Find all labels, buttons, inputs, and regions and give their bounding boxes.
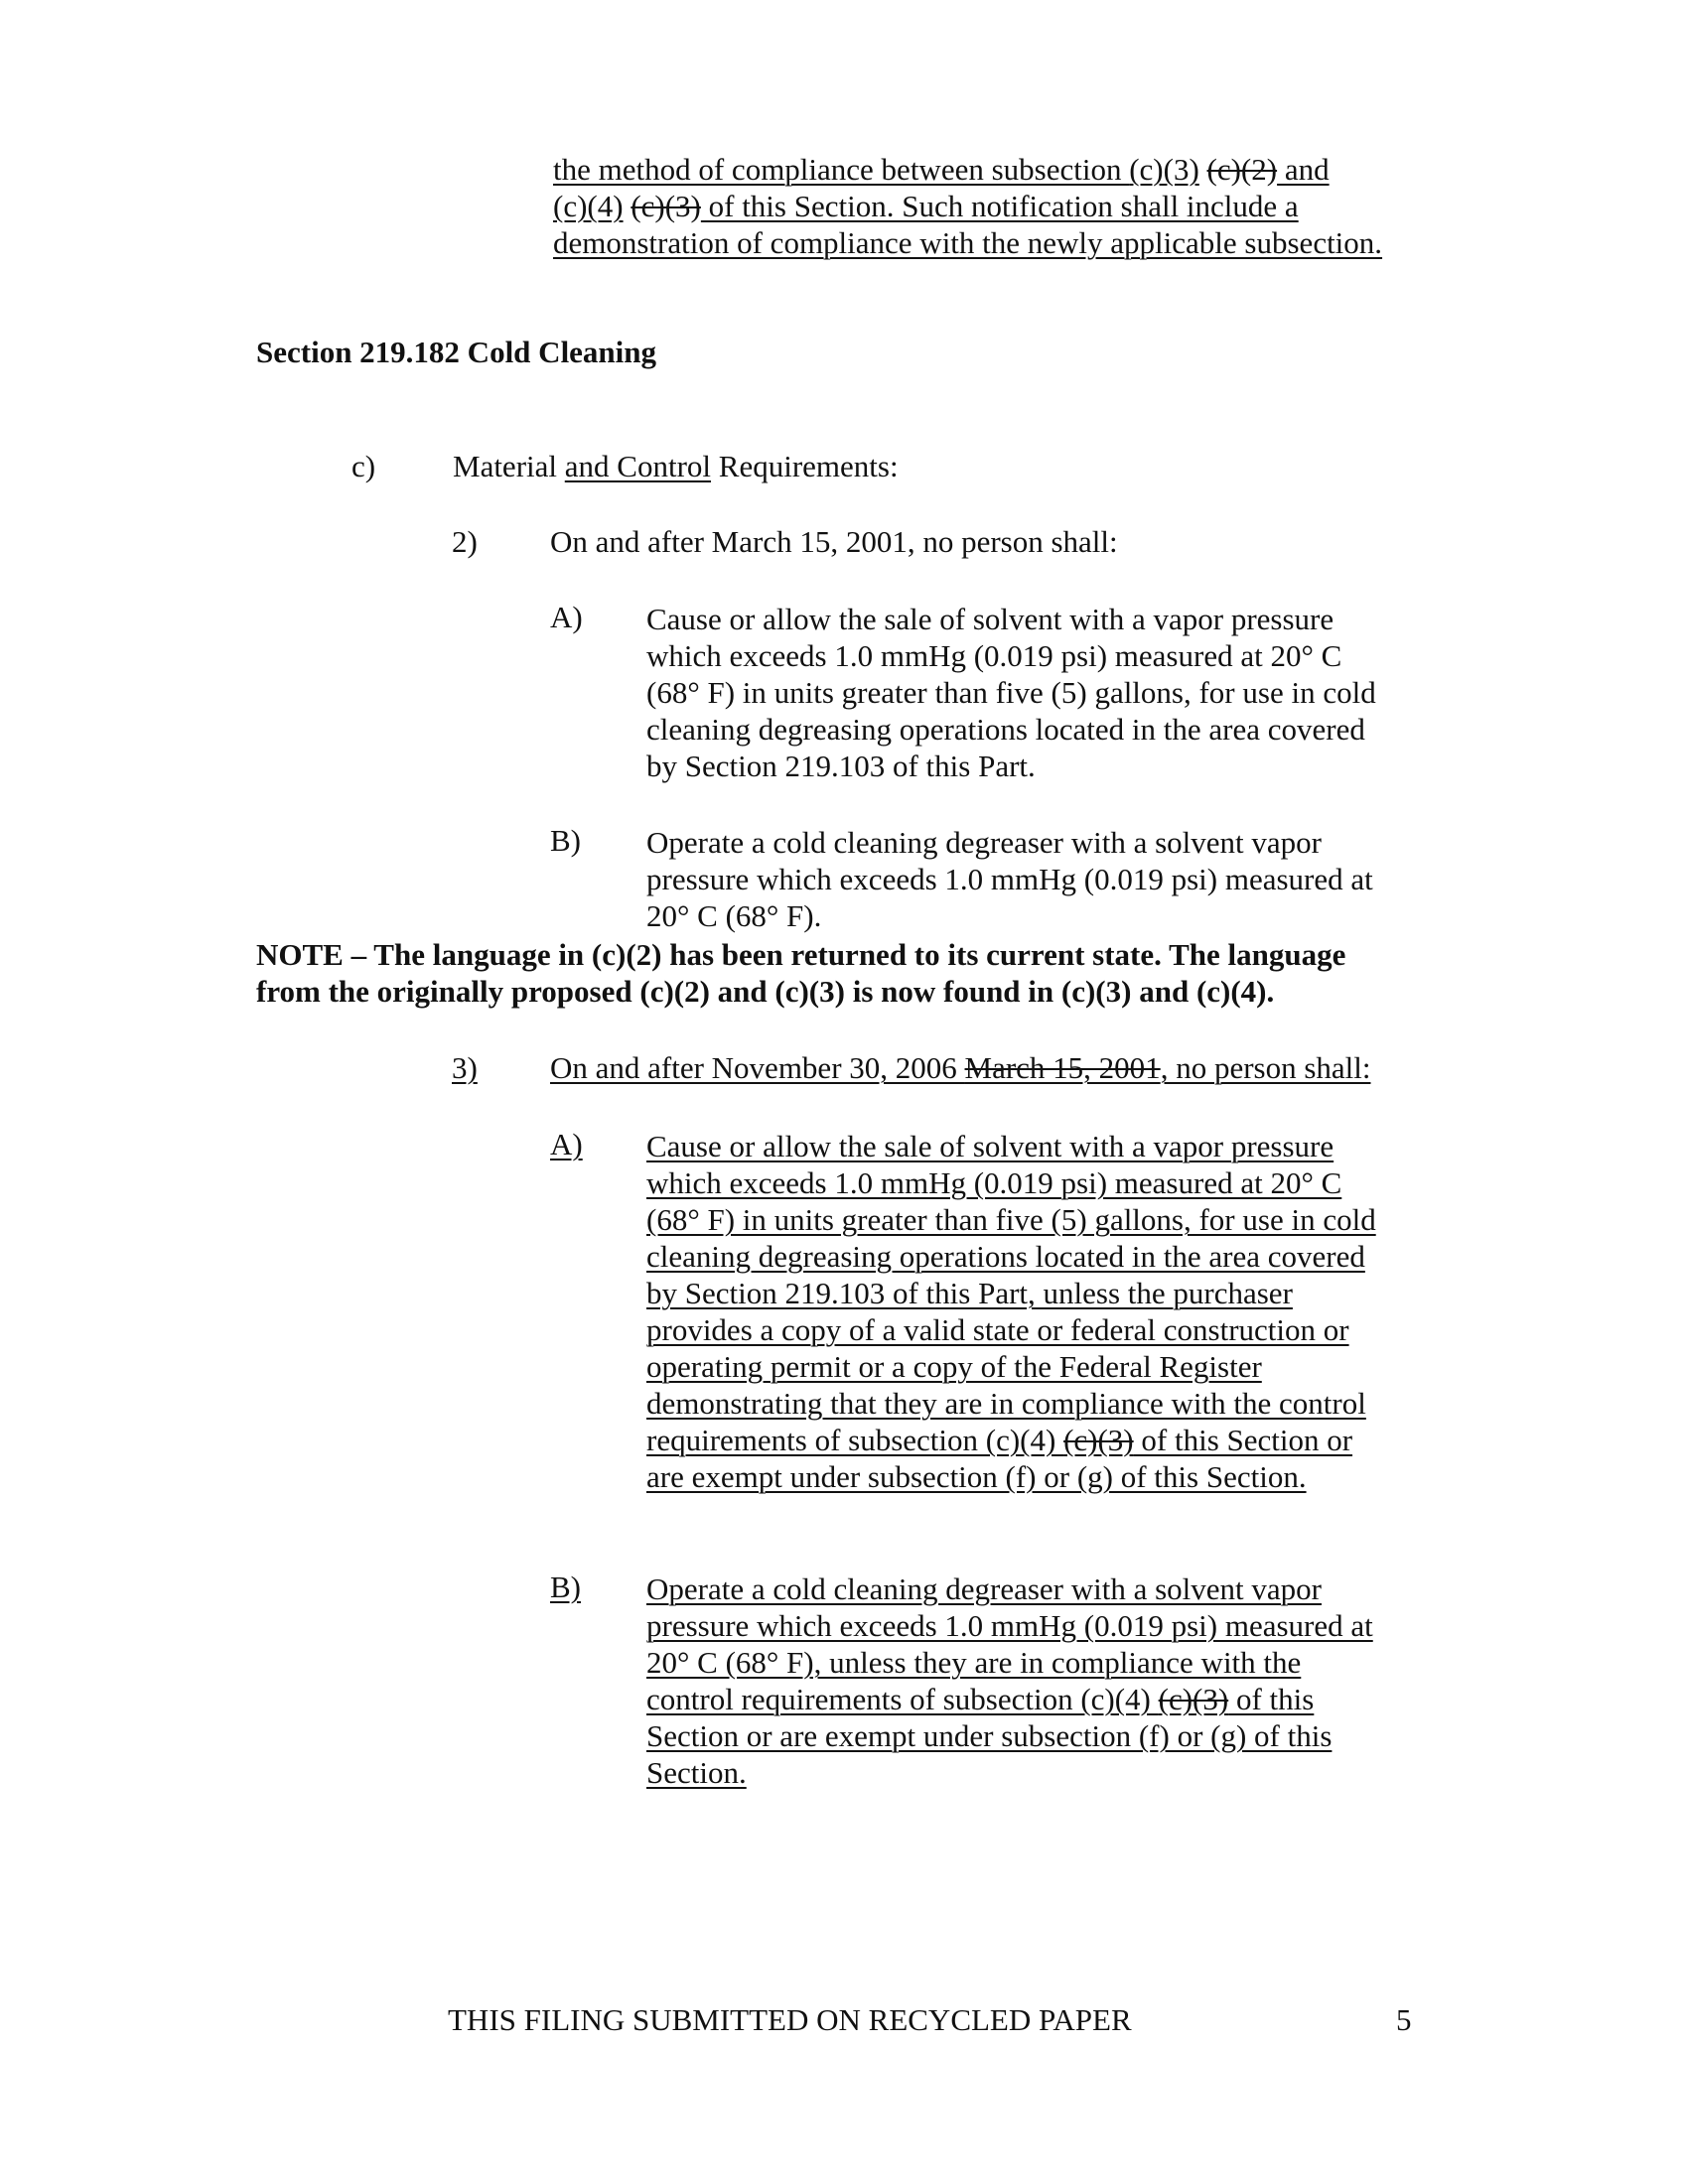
deleted-ref-c3: (c)(3) bbox=[631, 189, 701, 223]
note-line-1: NOTE – The language in (c)(2) has been returned to its current state. The language bbox=[256, 937, 1346, 972]
c3-A-deleted-ref: (c)(3) bbox=[1063, 1423, 1134, 1457]
c3-B-line: Operate a cold cleaning degreaser with a solvent vapor bbox=[646, 1571, 1322, 1606]
c3-B-line-5: Section or are exempt under subsection (f) or (g) of this bbox=[646, 1718, 1333, 1753]
c3-B-line4-b: of this bbox=[1228, 1682, 1315, 1716]
c2-A-paragraph bbox=[646, 601, 1639, 784]
c3-A-line: by Section 219.103 of this Part, unless the purchaser bbox=[646, 1276, 1293, 1310]
c2-A-line: (68° F) in units greater than five (5) gallons, for use in cold bbox=[646, 675, 1376, 710]
c-text-inserted: and Control bbox=[564, 449, 712, 483]
c3-A-line-10: are exempt under subsection (f) or (g) of this Section. bbox=[646, 1459, 1307, 1494]
c3-text-b: , no person shall: bbox=[1160, 1050, 1371, 1085]
c3-text bbox=[550, 1049, 1371, 1086]
c3-A-line: operating permit or a copy of the Federal Register bbox=[646, 1349, 1262, 1384]
inserted-ref-c4: (c)(4) bbox=[553, 189, 624, 223]
c2-A-line: Cause or allow the sale of solvent with a vapor pressure bbox=[646, 602, 1334, 636]
note-line-2: from the originally proposed (c)(2) and (c)(3) is now found in (c)(3) and (c)(4). bbox=[256, 974, 1275, 1009]
inserted-ref-c3: (c)(3) bbox=[1129, 152, 1199, 187]
c-text bbox=[453, 448, 899, 484]
c3-A-label: A) bbox=[550, 1127, 583, 1161]
c2-B-line: Operate a cold cleaning degreaser with a solvent vapor bbox=[646, 825, 1322, 860]
c3-B-label: B) bbox=[550, 1570, 581, 1604]
c-text-a: Material bbox=[453, 449, 565, 483]
c2-B-line: pressure which exceeds 1.0 mmHg (0.019 psi) measured at bbox=[646, 862, 1373, 896]
c-text-b: Requirements: bbox=[711, 449, 899, 483]
c3-B-line-4 bbox=[646, 1681, 1639, 1717]
c2-text: On and after March 15, 2001, no person shall: bbox=[550, 524, 1118, 559]
c2-A-line: cleaning degreasing operations located in the area covered bbox=[646, 712, 1365, 747]
c3-deleted-date: March 15, 2001 bbox=[964, 1050, 1161, 1085]
c2-B-label: B) bbox=[550, 823, 581, 858]
carryover-text-3: of this Section. Such notification shall include a bbox=[700, 189, 1299, 223]
c2-B-paragraph bbox=[646, 824, 1639, 934]
c3-A-line9-b: of this Section or bbox=[1133, 1423, 1353, 1457]
c3-A-line9-a: requirements of subsection (c)(4) bbox=[646, 1423, 1064, 1457]
carryover-line-3 bbox=[553, 224, 1546, 261]
c2-A-line: by Section 219.103 of this Part. bbox=[646, 749, 1036, 783]
c3-B-line: 20° C (68° F), unless they are in compliance with the bbox=[646, 1645, 1302, 1680]
c3-B-deleted-ref: (c)(3) bbox=[1158, 1682, 1229, 1716]
section-heading: Section 219.182 Cold Cleaning bbox=[256, 335, 657, 369]
c2-B-line: 20° C (68° F). bbox=[646, 898, 822, 933]
deleted-ref-c2: (c)(2) bbox=[1206, 152, 1278, 187]
c2-label: 2) bbox=[452, 524, 478, 559]
c-label: c) bbox=[351, 449, 376, 483]
footer-text: THIS FILING SUBMITTED ON RECYCLED PAPER bbox=[448, 2002, 1132, 2037]
c3-A-line-9 bbox=[646, 1422, 1639, 1458]
c3-A-line: cleaning degreasing operations located in the area covered bbox=[646, 1239, 1365, 1274]
carryover-line-2 bbox=[553, 188, 1546, 224]
c3-B-line-6: Section. bbox=[646, 1755, 747, 1790]
c3-B-line4-a: control requirements of subsection (c)(4) bbox=[646, 1682, 1159, 1716]
c2-A-line: which exceeds 1.0 mmHg (0.019 psi) measured at 20° C bbox=[646, 638, 1342, 673]
c2-A-label: A) bbox=[550, 600, 583, 634]
c3-A-paragraph bbox=[646, 1128, 1639, 1495]
page-number: 5 bbox=[1396, 2002, 1412, 2037]
c3-B-line: pressure which exceeds 1.0 mmHg (0.019 psi) measured at bbox=[646, 1608, 1373, 1643]
c3-A-line: which exceeds 1.0 mmHg (0.019 psi) measured at 20° C bbox=[646, 1165, 1342, 1200]
c3-A-line: (68° F) in units greater than five (5) gallons, for use in cold bbox=[646, 1202, 1376, 1237]
note bbox=[256, 936, 1666, 1010]
c3-A-line: Cause or allow the sale of solvent with a vapor pressure bbox=[646, 1129, 1334, 1163]
carryover-paragraph bbox=[553, 151, 1546, 261]
c3-text-a: On and after November 30, 2006 bbox=[550, 1050, 965, 1085]
c3-A-line: provides a copy of a valid state or federal construction or bbox=[646, 1312, 1349, 1347]
carryover-line-1 bbox=[553, 151, 1546, 188]
c3-B-paragraph bbox=[646, 1570, 1639, 1791]
carryover-text-4: demonstration of compliance with the newly applicable subsection. bbox=[553, 225, 1383, 260]
c3-A-line: demonstrating that they are in compliance with the control bbox=[646, 1386, 1366, 1421]
carryover-text-1: the method of compliance between subsection bbox=[553, 152, 1130, 187]
carryover-text-2: and bbox=[1277, 152, 1330, 187]
c3-label: 3) bbox=[452, 1050, 478, 1085]
